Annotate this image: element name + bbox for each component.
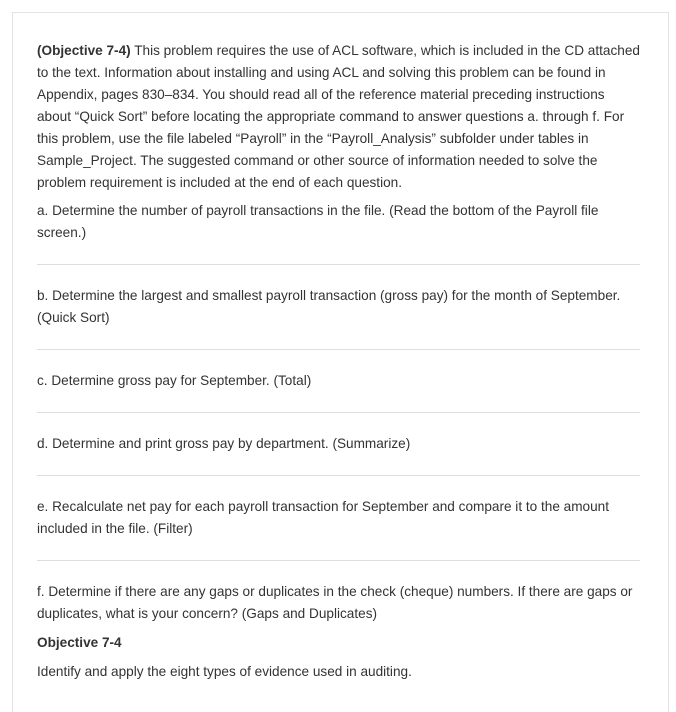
- question-d: d. Determine and print gross pay by department. (Summarize): [37, 436, 411, 451]
- problem-intro: [37, 40, 640, 194]
- divider: [37, 475, 640, 476]
- divider: [37, 412, 640, 413]
- question-a: a. Determine the number of payroll transactions in the file. (Read the bottom of the Payroll file screen.): [37, 203, 599, 240]
- question-e: e. Recalculate net pay for each payroll transaction for September and compare it to the amount included in the file. (Filter): [37, 499, 610, 536]
- question-card: [12, 12, 669, 712]
- question-c: c. Determine gross pay for September. (Total): [37, 373, 312, 388]
- question-f: f. Determine if there are any gaps or duplicates in the check (cheque) numbers. If there are gaps or duplicates, what is your concern? (Gaps and Duplicates): [37, 584, 633, 621]
- divider: [37, 560, 640, 561]
- question-b: b. Determine the largest and smallest payroll transaction (gross pay) for the month of September. (Quick Sort): [37, 288, 621, 325]
- objective-label: (Objective 7-4): [37, 43, 131, 58]
- intro-text: This problem requires the use of ACL software, which is included in the CD attached to the text. Information about installing and using ACL and solving this problem can be found in Appendix, pages 830–834. You should read all of the reference material preceding instructions about “Quick Sort” before locating the appropriate command to answer questions a. through f. For this problem, use the file labeled “Payroll” in the “Payroll_Analysis” subfolder under tables in Sample_Project. The suggested command or other source of information needed to solve the problem requirement is included at the end of each question.: [37, 43, 640, 190]
- objective-text: Identify and apply the eight types of evidence used in auditing.: [37, 664, 412, 679]
- divider: [37, 264, 640, 265]
- divider: [37, 349, 640, 350]
- objective-heading: Objective 7-4: [37, 635, 122, 650]
- question-content: [37, 40, 640, 683]
